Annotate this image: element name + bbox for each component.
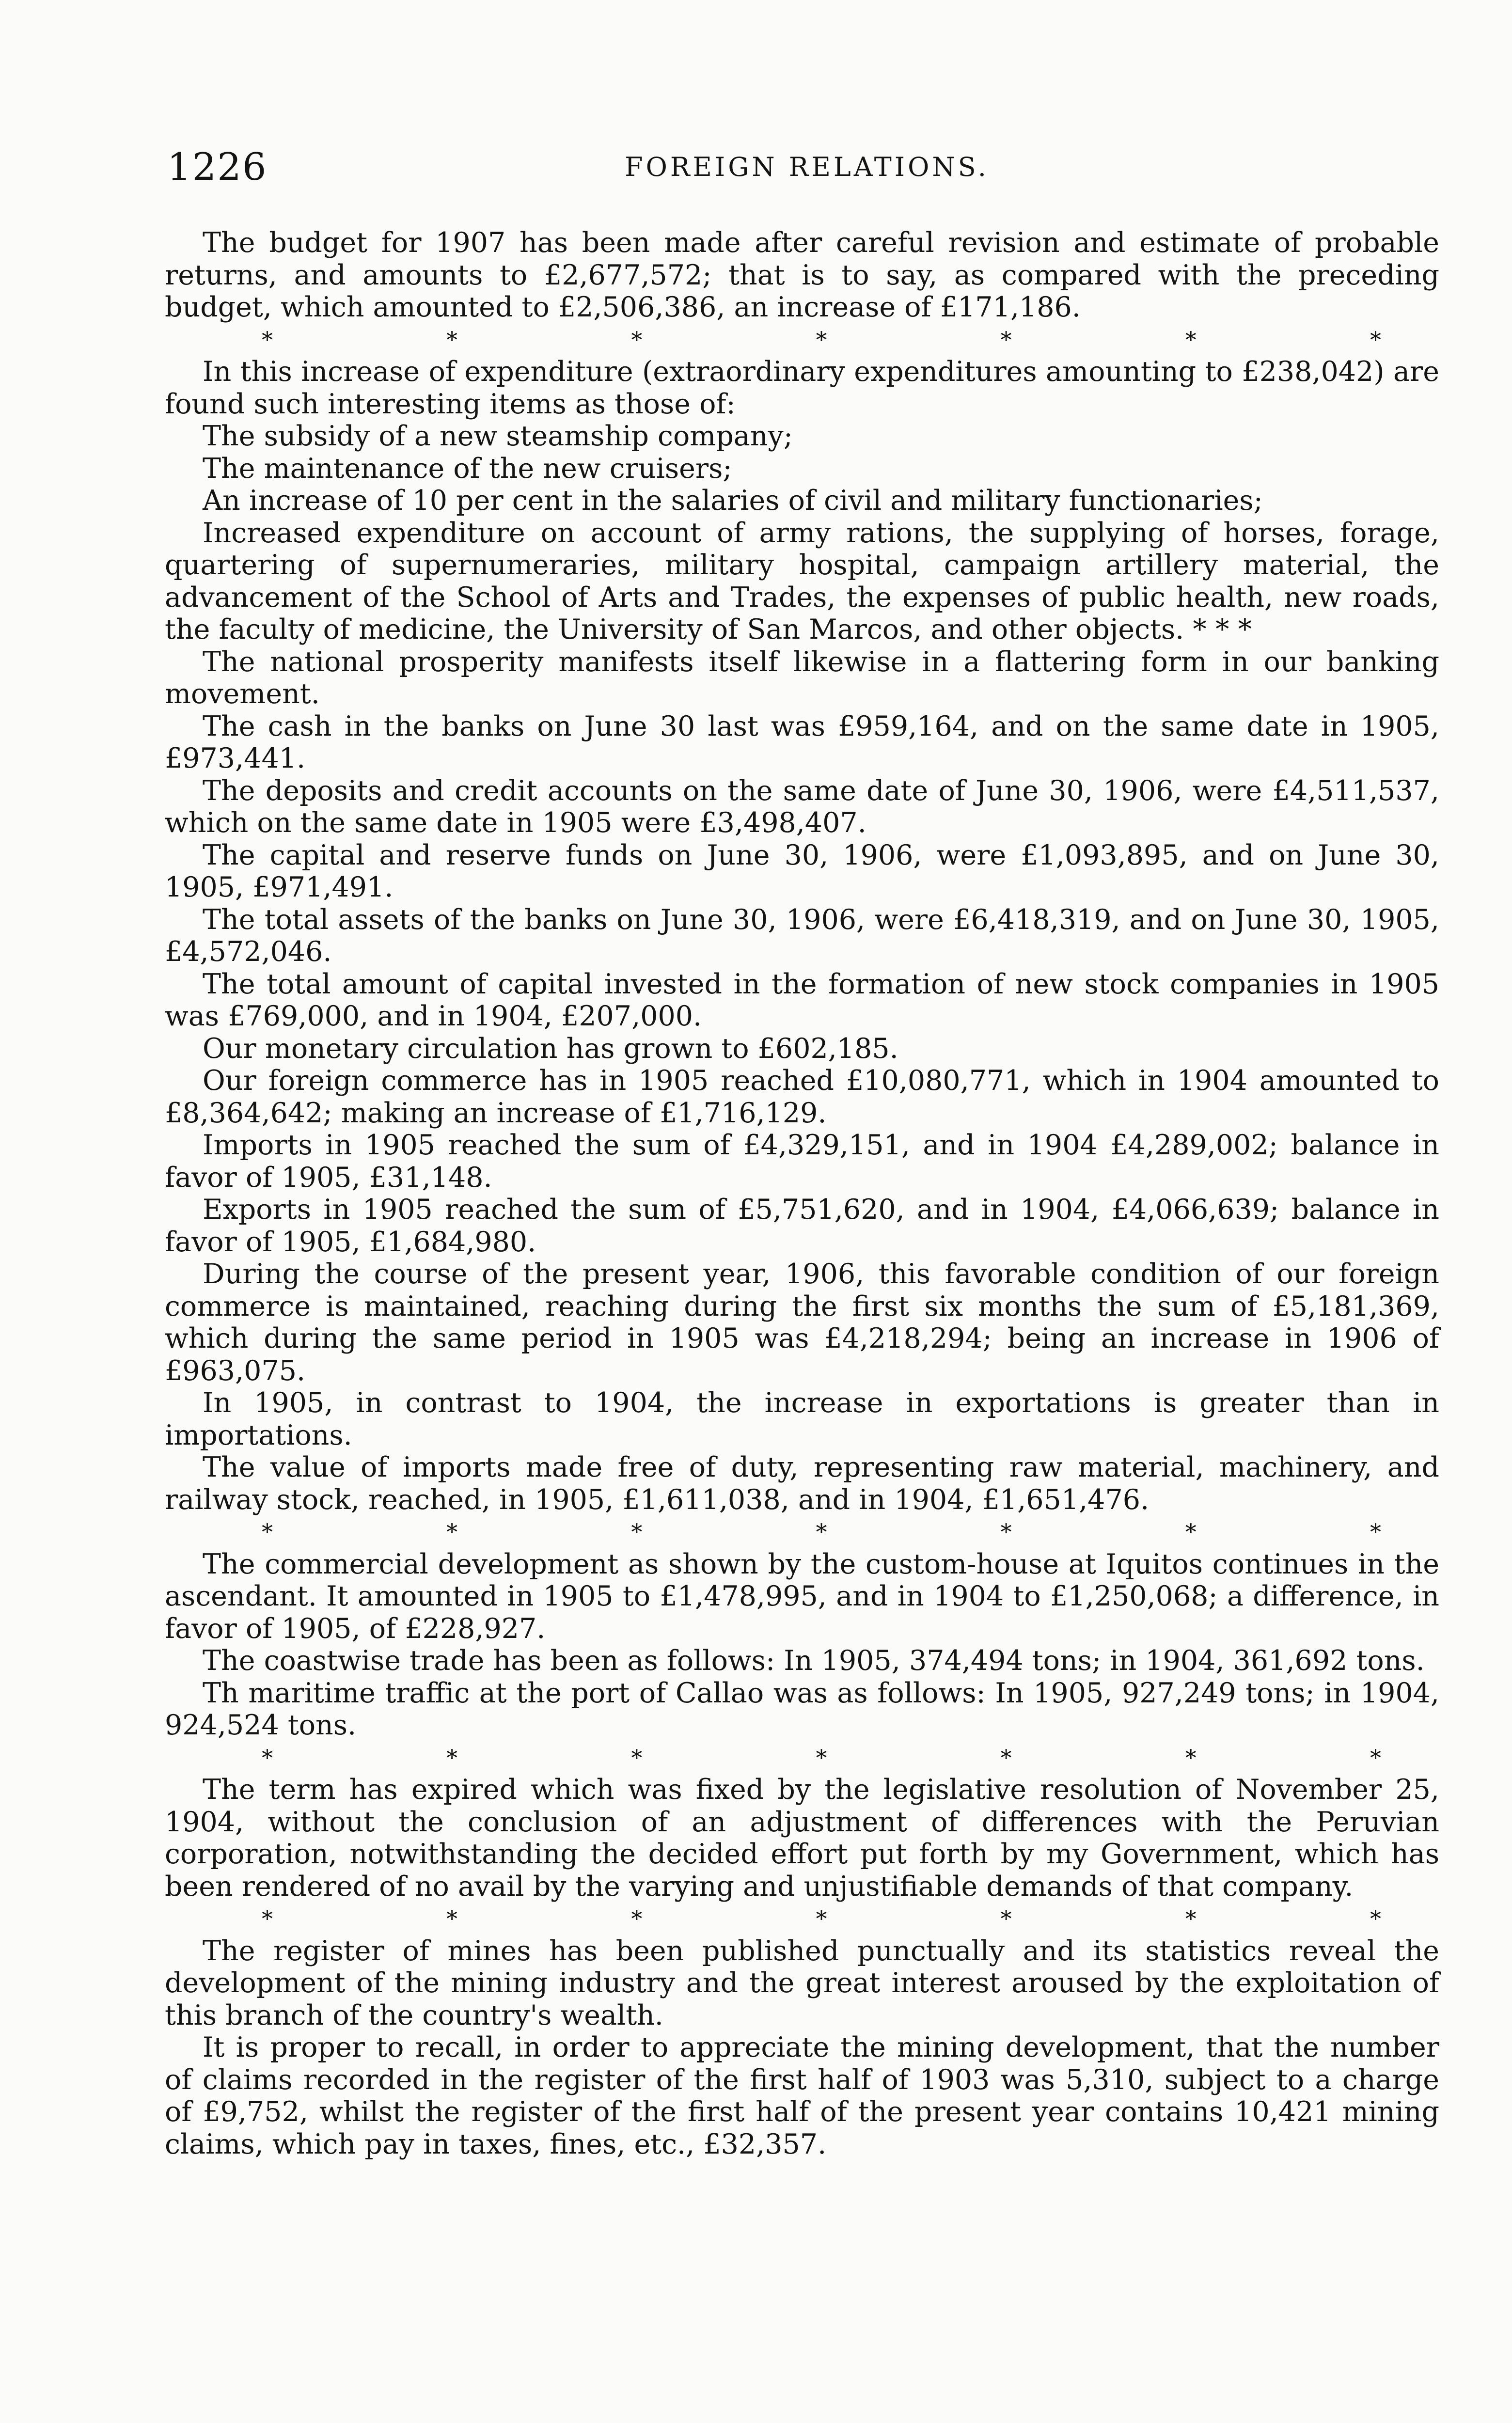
- separator-star: *: [262, 326, 273, 353]
- separator-star: *: [1185, 326, 1197, 353]
- paragraph-iquitos-custom-house: The commercial development as shown by the custom-house at Iquitos continues in the ascendant. It amounted in 1905 to £1,478,995, and in 1904 to £1,250,068; a difference, in favor of 1905, of £228,927.: [165, 1548, 1439, 1645]
- paragraph-callao-traffic: Th maritime traffic at the port of Callao was as follows: In 1905, 927,249 tons; in 1904, 924,524 tons.: [165, 1677, 1439, 1741]
- separator-star: *: [631, 326, 643, 353]
- separator-star: *: [1000, 1519, 1012, 1545]
- separator-star: *: [446, 1905, 458, 1932]
- paragraph-steamship-subsidy: The subsidy of a new steamship company;: [203, 420, 793, 452]
- paragraph-register-of-mines: The register of mines has been published punctually and its statistics reveal the development of the mining industry and the great interest aroused by the exploitation of this branch of the country's wealth.: [165, 1935, 1439, 2031]
- paragraph-monetary-circulation: Our monetary circulation has grown to £602,185.: [203, 1032, 898, 1065]
- separator-star: *: [816, 1905, 827, 1932]
- separator-star: *: [1185, 1905, 1197, 1932]
- separator-star: *: [631, 1519, 643, 1545]
- separator-star: *: [816, 1519, 827, 1545]
- section-separator: [165, 1742, 1439, 1774]
- paragraph-exports: Exports in 1905 reached the sum of £5,751,620, and in 1904, £4,066,639; balance in favor of 1905, £1,684,980.: [165, 1194, 1439, 1258]
- paragraph-budget: The budget for 1907 has been made after careful revision and estimate of probable returns, and amounts to £2,677,572; that is to say, as compared with the preceding budget, which amounted to £2,506,386, an increase of £171,186.: [165, 227, 1439, 323]
- paragraph-duty-free-imports: The value of imports made free of duty, representing raw material, machinery, and railway stock, reached, in 1905, £1,611,038, and in 1904, £1,651,476.: [165, 1451, 1439, 1516]
- separator-star: *: [816, 1744, 827, 1771]
- separator-star: *: [446, 1744, 458, 1771]
- separator-star: *: [1000, 1744, 1012, 1771]
- document-body: [165, 227, 1439, 2160]
- section-separator: [165, 1903, 1439, 1935]
- separator-star: *: [446, 326, 458, 353]
- separator-star: *: [631, 1905, 643, 1932]
- paragraph-mining-claims: It is proper to recall, in order to appreciate the mining development, that the number of claims recorded in the register of the first half of 1903 was 5,310, subject to a charge of £9,752, whilst the register of the first half of the present year contains 10,421 mining claims, which pay in taxes, fines, etc., £32,357.: [165, 2031, 1439, 2160]
- paragraph-imports: Imports in 1905 reached the sum of £4,329,151, and in 1904 £4,289,002; balance in favor of 1905, £31,148.: [165, 1129, 1439, 1194]
- section-separator: [165, 324, 1439, 356]
- separator-star: *: [1370, 1744, 1381, 1771]
- paragraph-banking-movement: The national prosperity manifests itself likewise in a flattering form in our banking movement.: [165, 645, 1439, 710]
- separator-star: *: [1000, 1905, 1012, 1932]
- paragraph-present-year-commerce: During the course of the present year, 1906, this favorable condition of our foreign commerce is maintained, reaching during the first six months the sum of £5,181,369, which during the same period in 1905 was £4,218,294; being an increase in 1906 of £963,075.: [165, 1258, 1439, 1387]
- separator-star: *: [1370, 1519, 1381, 1545]
- separator-star: *: [1370, 1905, 1381, 1932]
- separator-star: *: [631, 1744, 643, 1771]
- page-number: 1226: [167, 145, 268, 189]
- paragraph-army-expenditure: Increased expenditure on account of army rations, the supplying of horses, forage, quartering of supernumeraries, military hospital, campaign artillery material, the advancement of the School of Arts and Trades, the expenses of public health, new roads, the faculty of medicine, the University of San Marcos, and other objects. * * *: [165, 517, 1439, 645]
- paragraph-capital-reserve: The capital and reserve funds on June 30, 1906, were £1,093,895, and on June 30, 1905, £971,491.: [165, 839, 1439, 903]
- separator-star: *: [1000, 326, 1012, 353]
- separator-star: *: [262, 1744, 273, 1771]
- paragraph-stock-companies: The total amount of capital invested in the formation of new stock companies in 1905 was £769,000, and in 1904, £207,000.: [165, 968, 1439, 1032]
- separator-star: *: [446, 1519, 458, 1545]
- section-separator: [165, 1516, 1439, 1548]
- paragraph-foreign-commerce: Our foreign commerce has in 1905 reached £10,080,771, which in 1904 amounted to £8,364,642; making an increase of £1,716,129.: [165, 1065, 1439, 1129]
- separator-star: *: [816, 326, 827, 353]
- separator-star: *: [262, 1905, 273, 1932]
- paragraph-salaries: An increase of 10 per cent in the salaries of civil and military functionaries;: [203, 485, 1263, 517]
- paragraph-coastwise-trade: The coastwise trade has been as follows: In 1905, 374,494 tons; in 1904, 361,692 tons.: [203, 1645, 1425, 1677]
- paragraph-peruvian-corporation: The term has expired which was fixed by the legislative resolution of November 25, 1904, without the conclusion of an adjustment of differences with the Peruvian corporation, notwithstanding the decided effort put forth by my Government, which has been rendered of no avail by the varying and unjustifiable demands of that company.: [165, 1774, 1439, 1903]
- paragraph-total-assets: The total assets of the banks on June 30, 1906, were £6,418,319, and on June 30, 1905, £4,572,046.: [165, 903, 1439, 968]
- separator-star: *: [1185, 1519, 1197, 1545]
- running-title: FOREIGN RELATIONS.: [625, 152, 989, 182]
- page-header: [167, 143, 1447, 191]
- separator-star: *: [1185, 1744, 1197, 1771]
- paragraph-bank-cash: The cash in the banks on June 30 last was £959,164, and on the same date in 1905, £973,441.: [165, 710, 1439, 774]
- paragraph-cruisers: The maintenance of the new cruisers;: [203, 452, 732, 485]
- paragraph-exportations-contrast: In 1905, in contrast to 1904, the increase in exportations is greater than in importations.: [165, 1387, 1439, 1451]
- paragraph-expenditure-increase: In this increase of expenditure (extraordinary expenditures amounting to £238,042) are found such interesting items as those of:: [165, 356, 1439, 420]
- paragraph-deposits: The deposits and credit accounts on the same date of June 30, 1906, were £4,511,537, which on the same date in 1905 were £3,498,407.: [165, 774, 1439, 839]
- separator-star: *: [1370, 326, 1381, 353]
- separator-star: *: [262, 1519, 273, 1545]
